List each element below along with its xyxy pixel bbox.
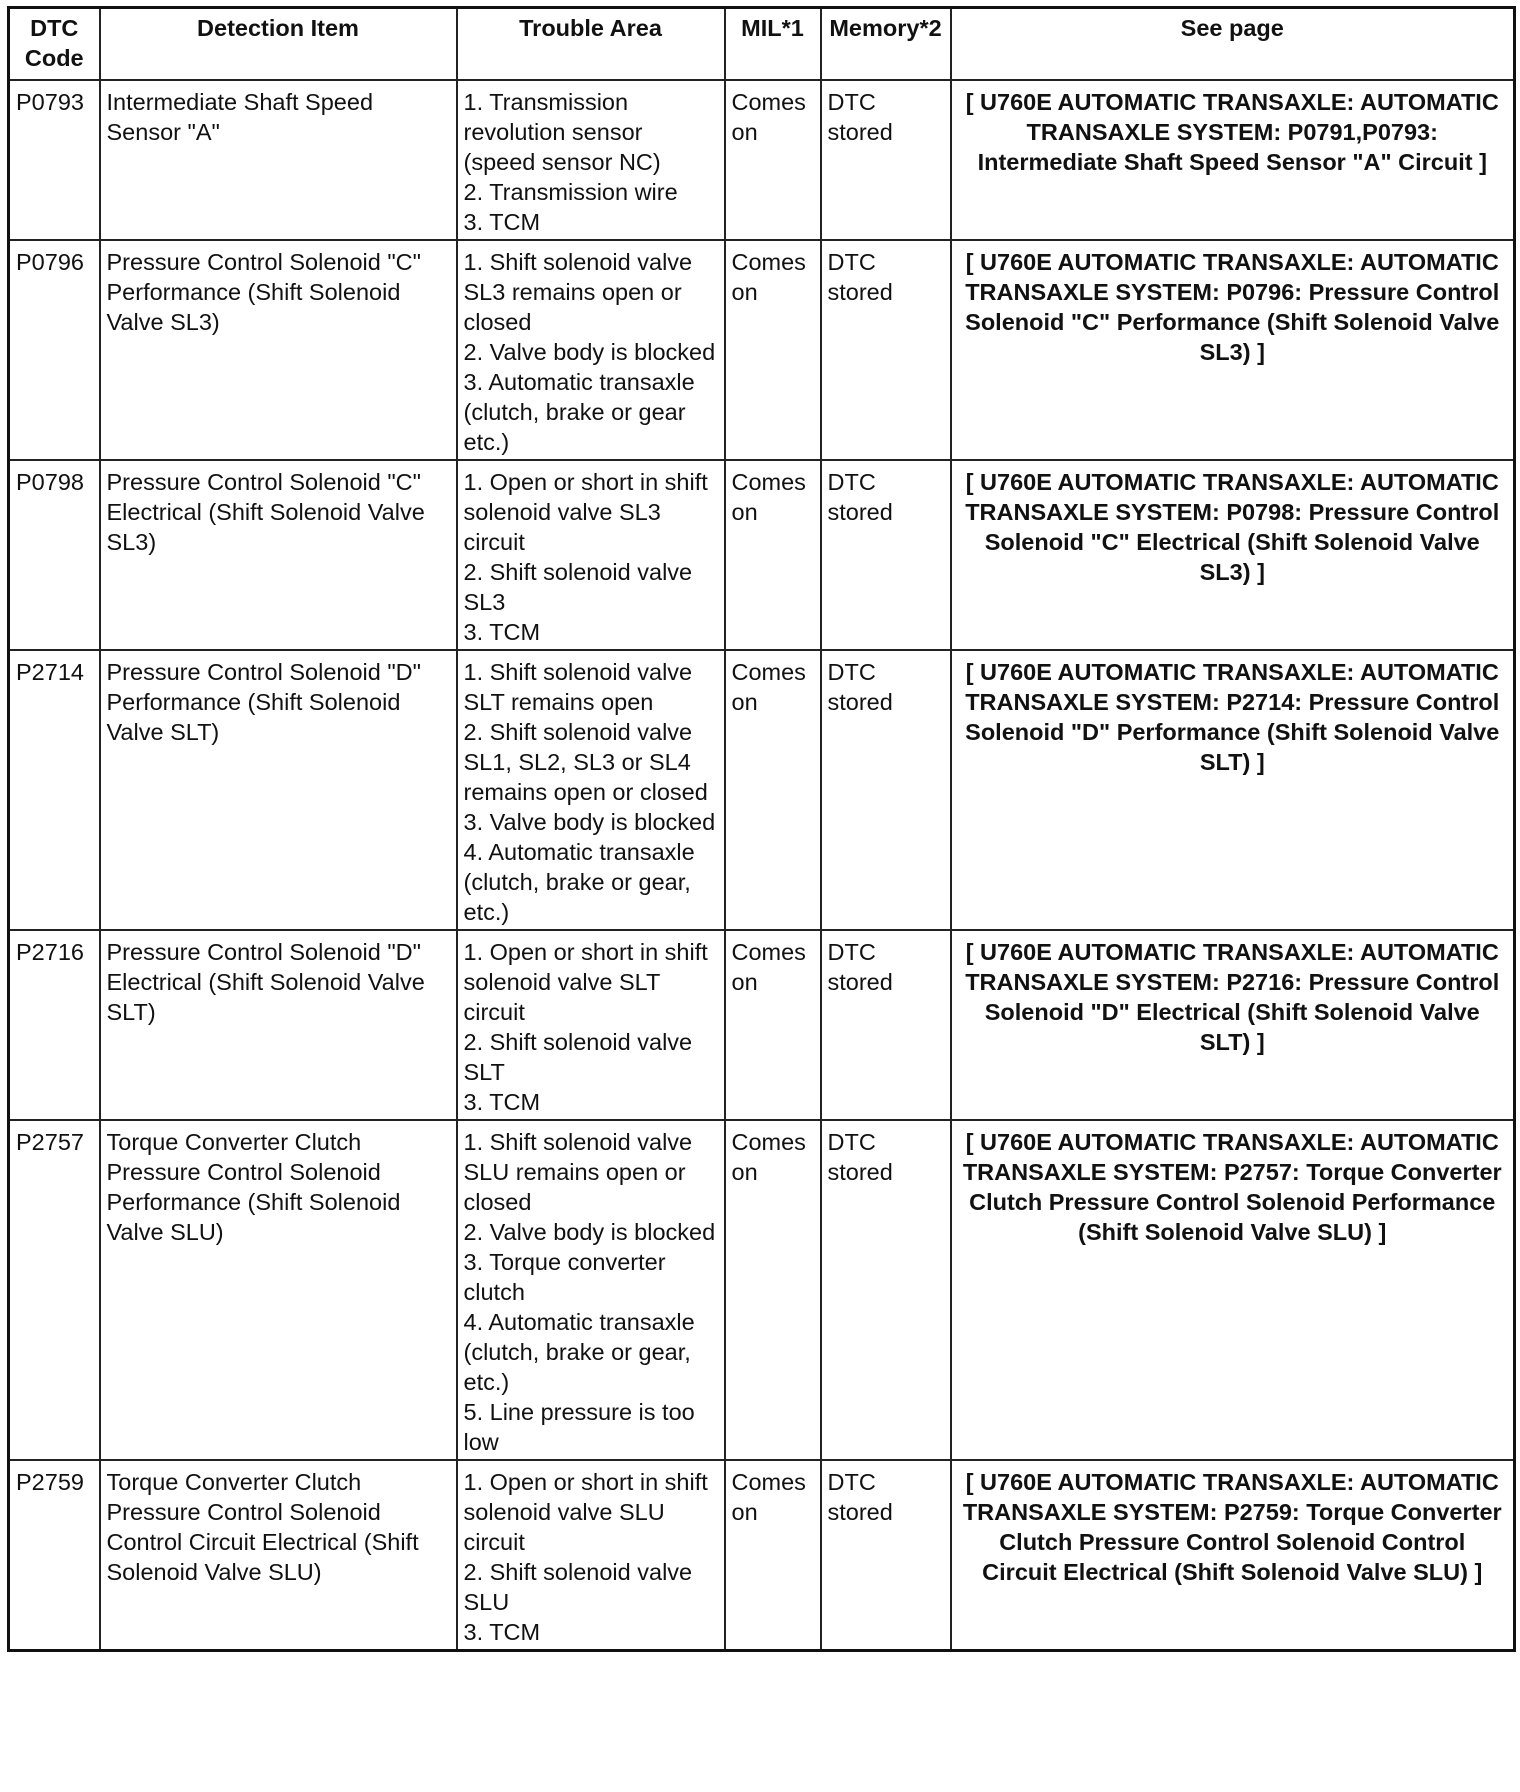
detection-item-cell: Intermediate Shaft Speed Sensor "A": [100, 80, 457, 240]
trouble-area-line: 1. Shift solenoid valve SLU remains open or closed: [463, 1128, 693, 1215]
see-page-link[interactable]: [ U760E AUTOMATIC TRANSAXLE: AUTOMATIC TRANSAXLE SYSTEM: P2757: Torque Converter Clutch Pressure Control Solenoid Performance (Shift Solenoid Valve SLU) ]: [951, 1120, 1515, 1460]
memory-cell: DTC stored: [821, 80, 951, 240]
trouble-area-cell: [457, 80, 725, 240]
trouble-area-line: 1. Shift solenoid valve SL3 remains open or closed: [463, 248, 693, 335]
table-row: [9, 650, 1515, 930]
trouble-area-cell: [457, 1460, 725, 1651]
trouble-area-line: 5. Line pressure is too low: [463, 1398, 695, 1455]
mil-cell: Comes on: [725, 240, 821, 460]
see-page-link[interactable]: [ U760E AUTOMATIC TRANSAXLE: AUTOMATIC TRANSAXLE SYSTEM: P0791,P0793: Intermediate Shaft Speed Sensor "A" Circuit ]: [951, 80, 1515, 240]
detection-item-cell: Pressure Control Solenoid "C" Performance (Shift Solenoid Valve SL3): [100, 240, 457, 460]
trouble-area-line: 1. Open or short in shift solenoid valve SLU circuit: [463, 1468, 708, 1555]
see-page-link[interactable]: [ U760E AUTOMATIC TRANSAXLE: AUTOMATIC TRANSAXLE SYSTEM: P0796: Pressure Control Solenoid "C" Performance (Shift Solenoid Valve SL3) ]: [951, 240, 1515, 460]
header-see-page: See page: [951, 8, 1515, 80]
dtc-code-cell: P2714: [9, 650, 100, 930]
memory-cell: DTC stored: [821, 240, 951, 460]
dtc-code-cell: P2716: [9, 930, 100, 1120]
trouble-area-cell: [457, 930, 725, 1120]
memory-cell: DTC stored: [821, 460, 951, 650]
trouble-area-line: 1. Open or short in shift solenoid valve SL3 circuit: [463, 468, 708, 555]
mil-cell: Comes on: [725, 80, 821, 240]
trouble-area-cell: [457, 460, 725, 650]
mil-cell: Comes on: [725, 460, 821, 650]
trouble-area-line: 3. TCM: [463, 618, 541, 645]
see-page-link[interactable]: [ U760E AUTOMATIC TRANSAXLE: AUTOMATIC TRANSAXLE SYSTEM: P0798: Pressure Control Solenoid "C" Electrical (Shift Solenoid Valve SL3) ]: [951, 460, 1515, 650]
trouble-area-line: 3. TCM: [463, 208, 541, 235]
trouble-area-line: 1. Transmission revolution sensor (speed sensor NC): [463, 88, 661, 175]
detection-item-cell: Pressure Control Solenoid "D" Electrical (Shift Solenoid Valve SLT): [100, 930, 457, 1120]
detection-item-cell: Torque Converter Clutch Pressure Control Solenoid Performance (Shift Solenoid Valve SLU): [100, 1120, 457, 1460]
trouble-area-line: 2. Shift solenoid valve SL3: [463, 558, 693, 615]
trouble-area-line: 4. Automatic transaxle (clutch, brake or gear, etc.): [463, 1308, 695, 1395]
dtc-code-cell: P2759: [9, 1460, 100, 1651]
mil-cell: Comes on: [725, 650, 821, 930]
trouble-area-line: 2. Valve body is blocked: [463, 1218, 716, 1245]
see-page-link[interactable]: [ U760E AUTOMATIC TRANSAXLE: AUTOMATIC TRANSAXLE SYSTEM: P2716: Pressure Control Solenoid "D" Electrical (Shift Solenoid Valve SLT) ]: [951, 930, 1515, 1120]
see-page-link[interactable]: [ U760E AUTOMATIC TRANSAXLE: AUTOMATIC TRANSAXLE SYSTEM: P2759: Torque Converter Clutch Pressure Control Solenoid Control Circuit Electrical (Shift Solenoid Valve SLU) ]: [951, 1460, 1515, 1651]
trouble-area-line: 3. Torque converter clutch: [463, 1248, 666, 1305]
table-row: [9, 1120, 1515, 1460]
memory-cell: DTC stored: [821, 1120, 951, 1460]
header-memory: Memory*2: [821, 8, 951, 80]
table-row: [9, 1460, 1515, 1651]
dtc-code-cell: P0793: [9, 80, 100, 240]
trouble-area-line: 3. TCM: [463, 1088, 541, 1115]
trouble-area-line: 2. Shift solenoid valve SL1, SL2, SL3 or SL4 remains open or closed: [463, 718, 708, 805]
see-page-link[interactable]: [ U760E AUTOMATIC TRANSAXLE: AUTOMATIC TRANSAXLE SYSTEM: P2714: Pressure Control Solenoid "D" Performance (Shift Solenoid Valve SLT) ]: [951, 650, 1515, 930]
header-row: [9, 8, 1515, 80]
trouble-area-line: 2. Transmission wire: [463, 178, 678, 205]
detection-item-cell: Pressure Control Solenoid "D" Performance (Shift Solenoid Valve SLT): [100, 650, 457, 930]
header-trouble-area: Trouble Area: [457, 8, 725, 80]
dtc-code-cell: P0796: [9, 240, 100, 460]
detection-item-cell: Pressure Control Solenoid "C" Electrical (Shift Solenoid Valve SL3): [100, 460, 457, 650]
trouble-area-line: 4. Automatic transaxle (clutch, brake or gear, etc.): [463, 838, 695, 925]
dtc-code-cell: P0798: [9, 460, 100, 650]
trouble-area-line: 3. Valve body is blocked: [463, 808, 716, 835]
memory-cell: DTC stored: [821, 1460, 951, 1651]
trouble-area-line: 3. Automatic transaxle (clutch, brake or gear etc.): [463, 368, 695, 455]
trouble-area-line: 3. TCM: [463, 1618, 541, 1645]
trouble-area-line: 1. Shift solenoid valve SLT remains open: [463, 658, 693, 715]
trouble-area-line: 2. Shift solenoid valve SLT: [463, 1028, 693, 1085]
dtc-table: [7, 6, 1516, 1652]
table-row: [9, 930, 1515, 1120]
trouble-area-cell: [457, 1120, 725, 1460]
header-dtc-code: DTC Code: [9, 8, 100, 80]
dtc-code-cell: P2757: [9, 1120, 100, 1460]
table-row: [9, 460, 1515, 650]
trouble-area-line: 2. Valve body is blocked: [463, 338, 716, 365]
trouble-area-cell: [457, 650, 725, 930]
trouble-area-line: 1. Open or short in shift solenoid valve SLT circuit: [463, 938, 708, 1025]
detection-item-cell: Torque Converter Clutch Pressure Control Solenoid Control Circuit Electrical (Shift Solenoid Valve SLU): [100, 1460, 457, 1651]
header-mil: MIL*1: [725, 8, 821, 80]
table-row: [9, 240, 1515, 460]
trouble-area-cell: [457, 240, 725, 460]
memory-cell: DTC stored: [821, 930, 951, 1120]
memory-cell: DTC stored: [821, 650, 951, 930]
header-detection-item: Detection Item: [100, 8, 457, 80]
mil-cell: Comes on: [725, 1460, 821, 1651]
trouble-area-line: 2. Shift solenoid valve SLU: [463, 1558, 693, 1615]
mil-cell: Comes on: [725, 930, 821, 1120]
mil-cell: Comes on: [725, 1120, 821, 1460]
table-row: [9, 80, 1515, 240]
